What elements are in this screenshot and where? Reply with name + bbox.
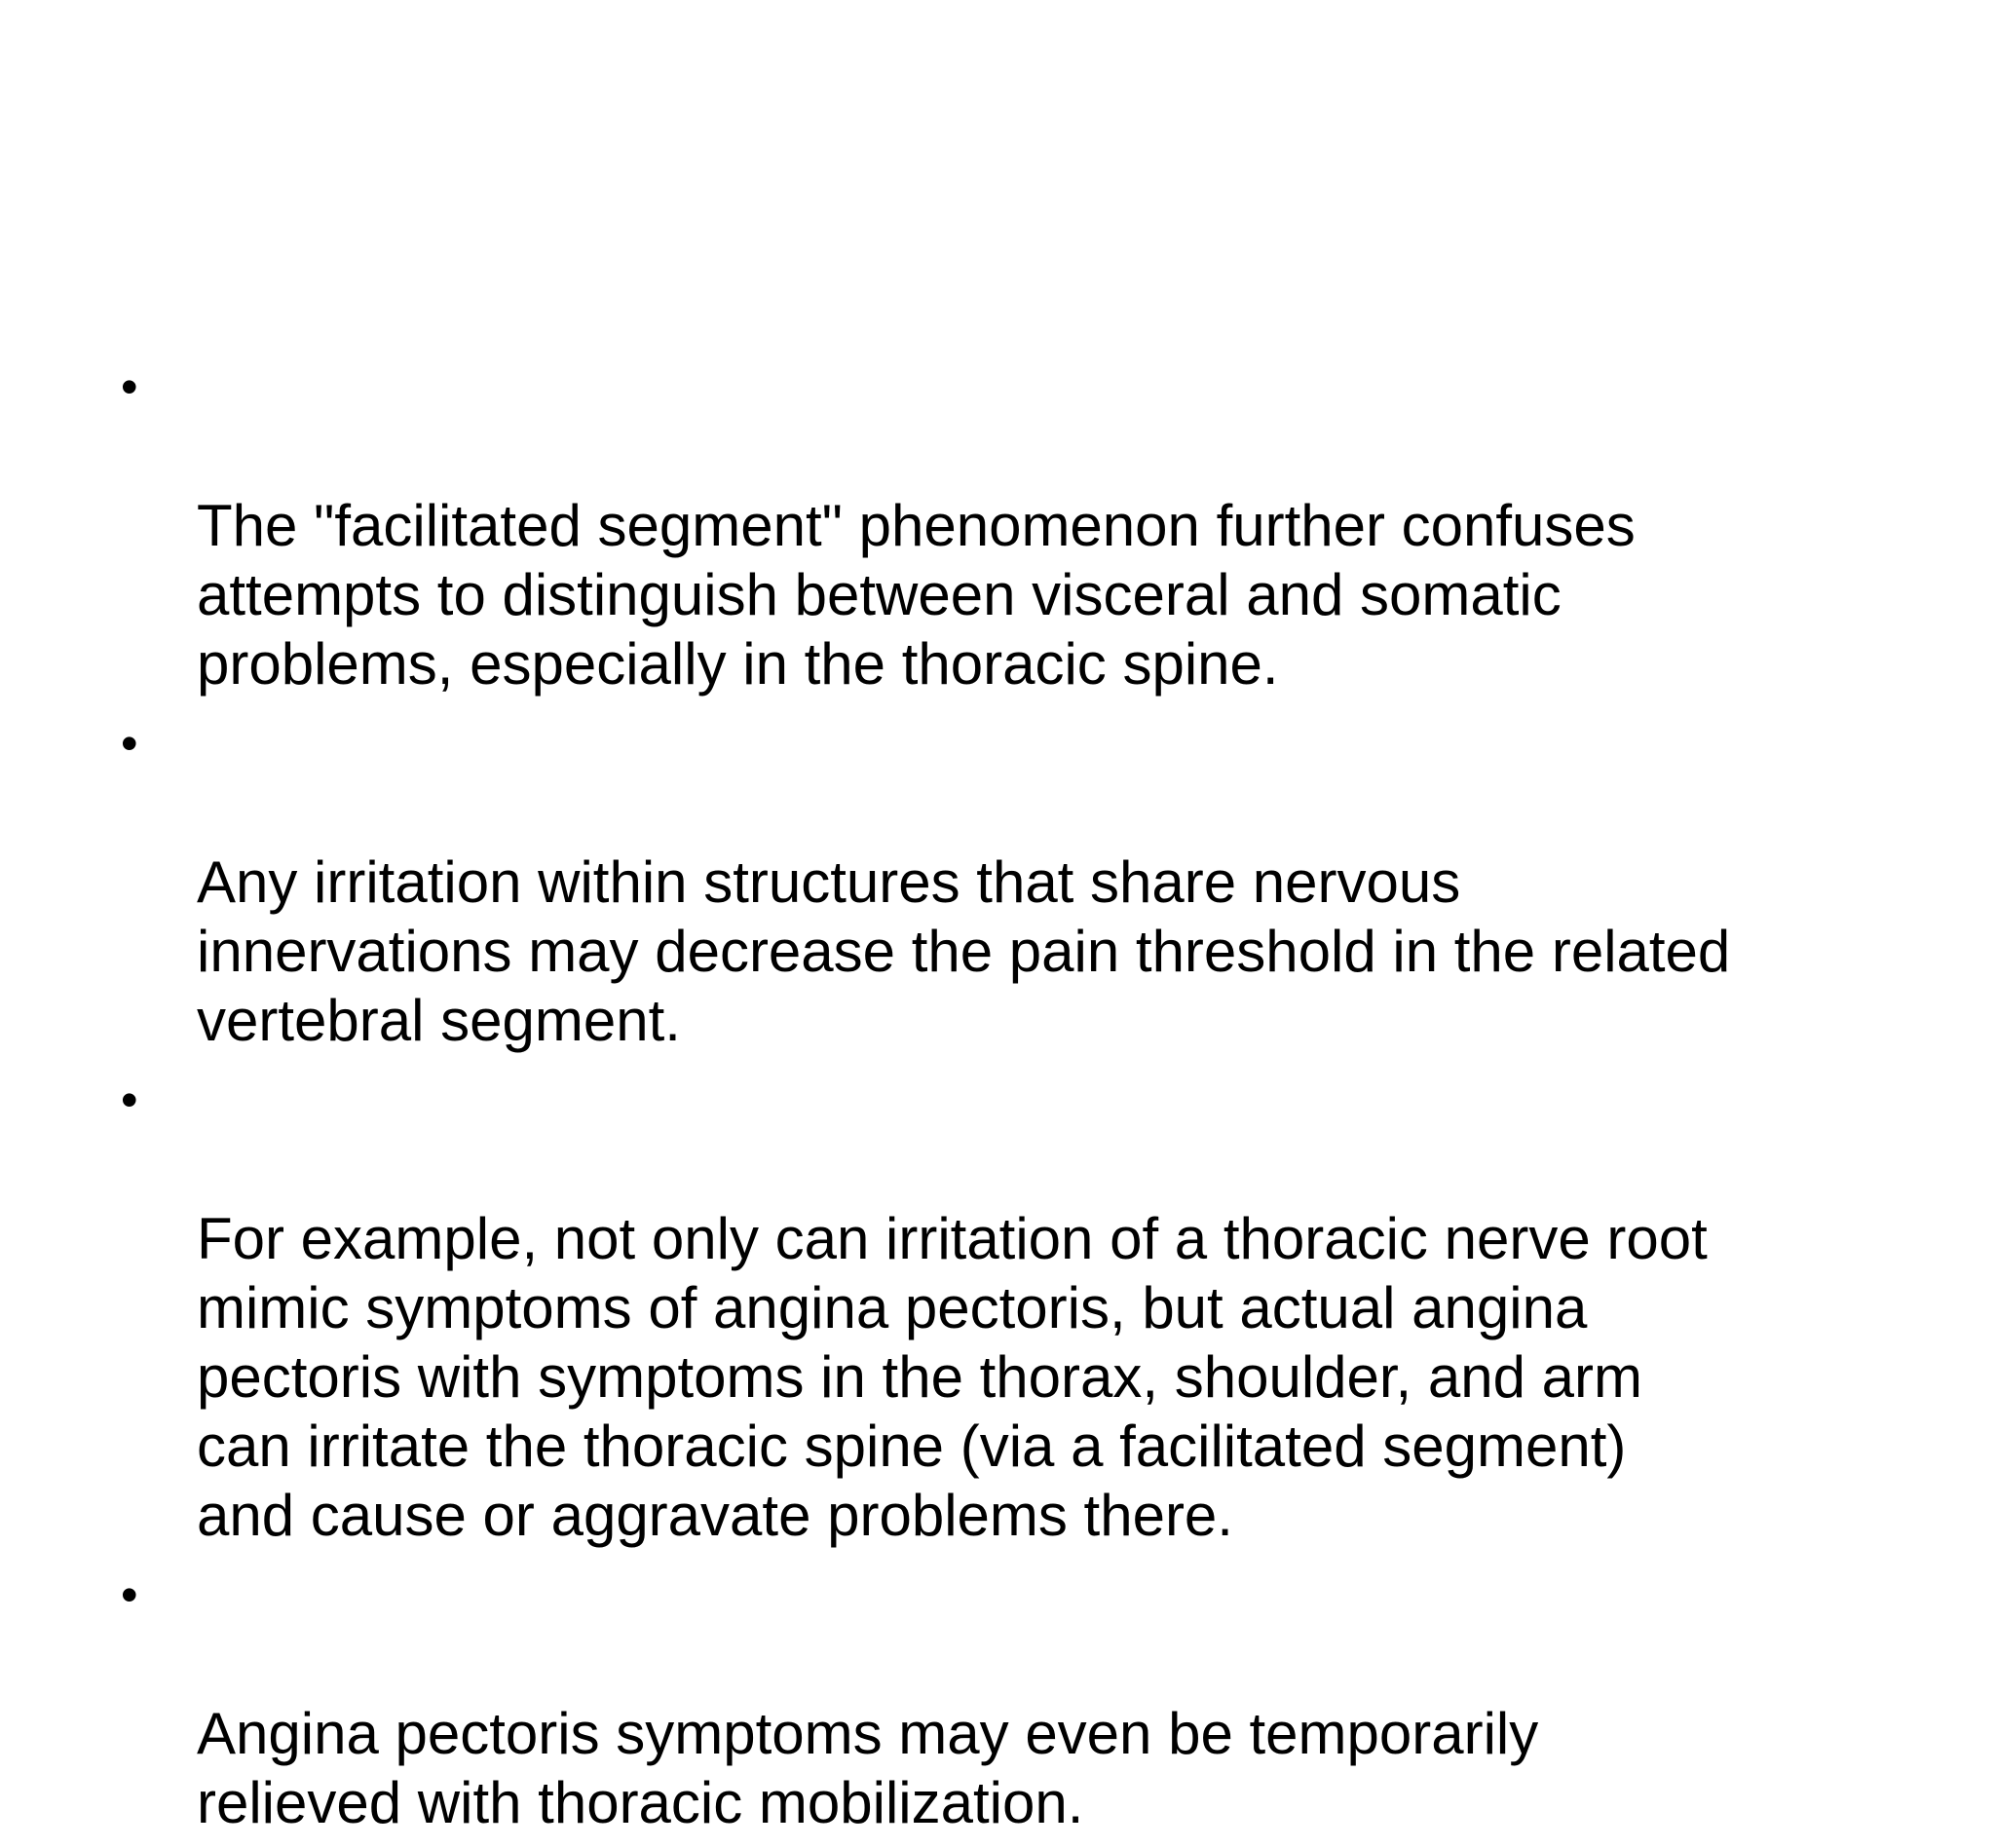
bullet-list: [115, 353, 1966, 1837]
bullet-marker: •: [121, 1073, 138, 1127]
bullet-item: [115, 353, 1966, 698]
slide-body: [115, 353, 1966, 1848]
bullet-text: The "facilitated segment" phenomenon further confuses attempts to distinguish between visceral and somatic problems, especially in the thoracic spine.: [197, 493, 1636, 697]
bullet-item: [115, 1066, 1966, 1550]
bullet-text: For example, not only can irritation of a thoracic nerve root mimic symptoms of angina pectoris, but actual angina pectoris with symptoms in the thorax, shoulder, and arm can irritate the thoracic spine (via a facilitated segment) and cause or aggravate problems there.: [197, 1206, 1708, 1548]
bullet-text: Any irritation within structures that share nervous innervations may decrease the pain threshold in the related vertebral segment.: [197, 849, 1731, 1053]
bullet-marker: •: [121, 1567, 138, 1622]
bullet-item: [115, 709, 1966, 1055]
bullet-text: Angina pectoris symptoms may even be temporarily relieved with thoracic mobilization.: [197, 1701, 1539, 1835]
bullet-item: [115, 1561, 1966, 1837]
bullet-marker: •: [121, 716, 138, 771]
bullet-marker: •: [121, 359, 138, 414]
